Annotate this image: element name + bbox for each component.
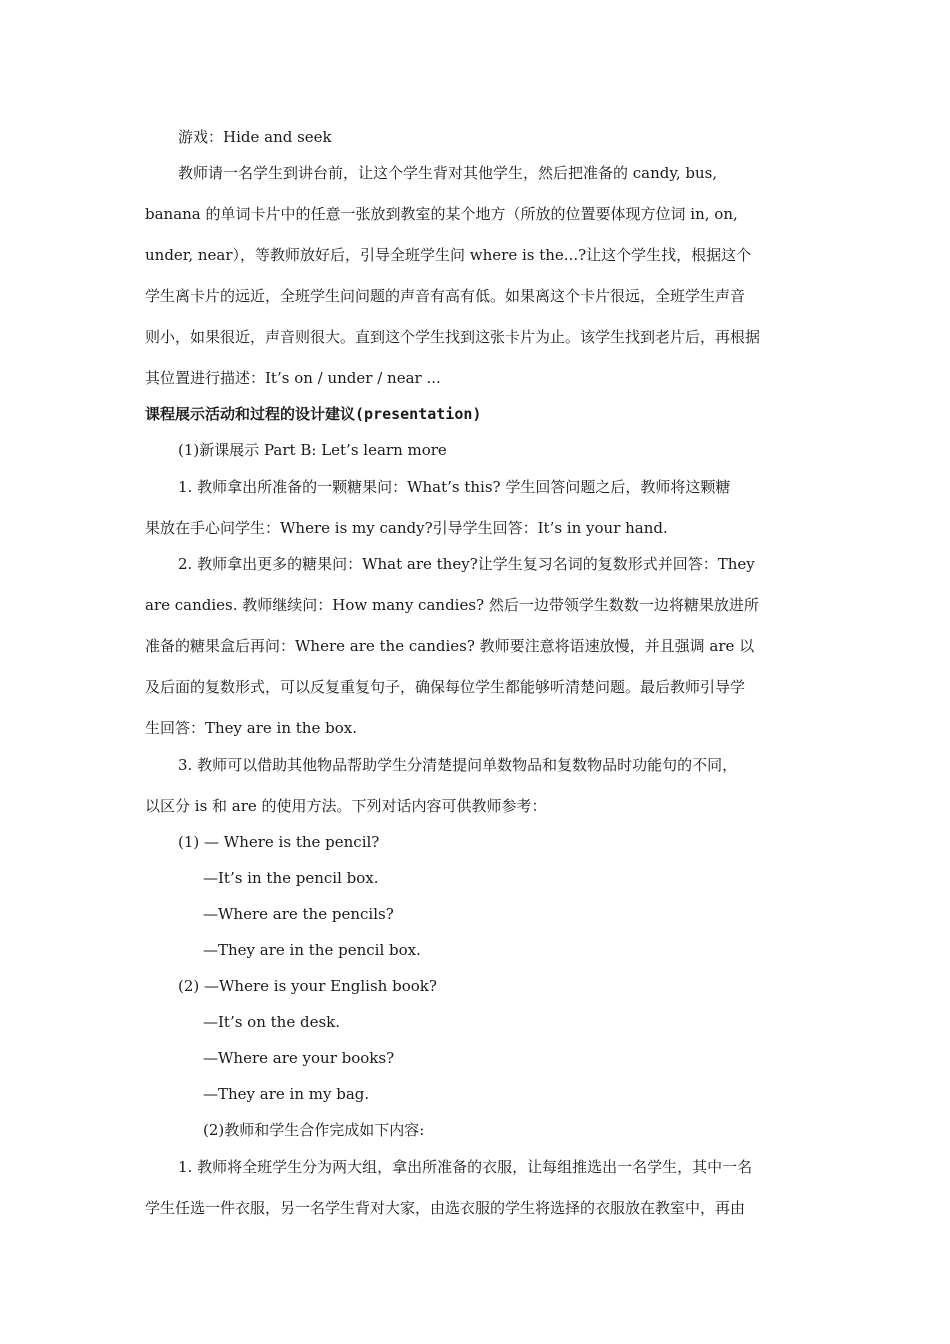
step-line: 及后面的复数形式，可以反复重复句子，确保每位学生都能够听清楚问题。最后教师引导学 [145,678,746,696]
dialogue-line: (1) — Where is the pencil? [178,833,380,851]
paragraph-line: under, near），等教师放好后，引导全班学生问 where is the...?让这个学生找，根据这个 [145,246,752,264]
paragraph-line: 学生离卡片的远近，全班学生问问题的声音有高有低。如果离这个卡片很远，全班学生声音 [145,287,746,305]
dialogue-line: —It’s on the desk. [203,1013,341,1031]
step-line: 1. 教师拿出所准备的一颗糖果问：What’s this? 学生回答问题之后，教师将这颗糖 [178,478,731,496]
subsection-title: (1)新课展示 Part B: Let’s learn more [178,441,447,459]
dialogue-line: —They are in the pencil box. [203,941,421,959]
paragraph-line: banana 的单词卡片中的任意一张放到教室的某个地方（所放的位置要体现方位词 in, on, [145,205,738,223]
step-line: 以区分 is 和 are 的使用方法。下列对话内容可供教师参考： [145,797,547,815]
section-heading: 课程展示活动和过程的设计建议(presentation) [145,405,482,423]
step-line: 1. 教师将全班学生分为两大组，拿出所准备的衣服，让每组推选出一名学生，其中一名 [178,1158,753,1176]
step-line: 2. 教师拿出更多的糖果问：What are they?让学生复习名词的复数形式并回答：They [178,555,755,573]
step-line: 准备的糖果盒后再问：Where are the candies? 教师要注意将语速放慢，并且强调 are 以 [145,637,755,655]
step-line: are candies. 教师继续问：How many candies? 然后一边带领学生数数一边将糖果放进所 [145,596,759,614]
dialogue-line: —Where are the pencils? [203,905,394,923]
subsection-title: (2)教师和学生合作完成如下内容: [203,1121,425,1139]
step-line: 生回答：They are in the box. [145,719,357,737]
step-line: 3. 教师可以借助其他物品帮助学生分清楚提问单数物品和复数物品时功能句的不同， [178,756,738,774]
dialogue-line: —Where are your books? [203,1049,395,1067]
dialogue-line: —They are in my bag. [203,1085,370,1103]
paragraph-line: 教师请一名学生到讲台前，让这个学生背对其他学生，然后把准备的 candy, bus, [178,164,718,182]
game-title-line: 游戏：Hide and seek [178,128,332,146]
step-line: 学生任选一件衣服，另一名学生背对大家，由选衣服的学生将选择的衣服放在教室中，再由 [145,1199,746,1217]
dialogue-line: —It’s in the pencil box. [203,869,379,887]
dialogue-line: (2) —Where is your English book? [178,977,437,995]
step-line: 果放在手心问学生：Where is my candy?引导学生回答：It’s in your hand. [145,519,668,537]
paragraph-line: 则小，如果很近，声音则很大。直到这个学生找到这张卡片为止。该学生找到老片后，再根据 [145,328,761,346]
paragraph-line: 其位置进行描述：It’s on / under / near ... [145,369,441,387]
